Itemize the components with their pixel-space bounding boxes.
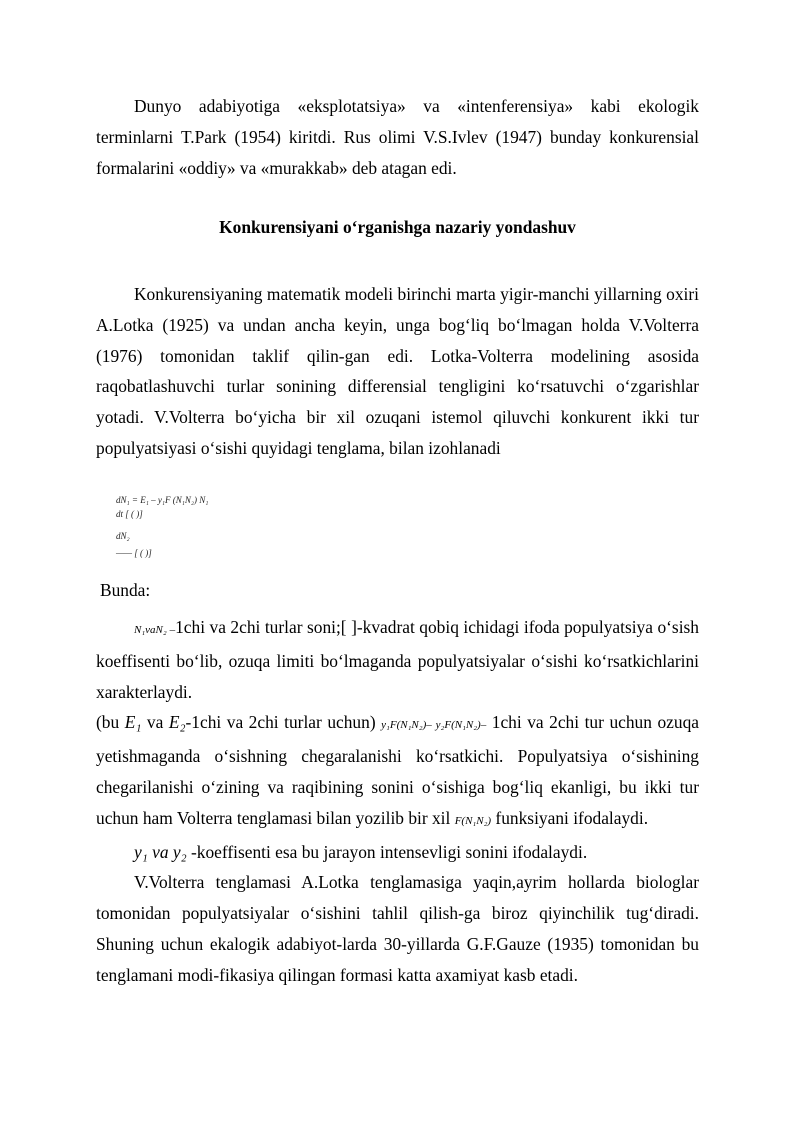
yf-math: y₁F(N₁N₂)– y₂F(N₁N₂)– bbox=[381, 719, 487, 732]
formula-line-4: —— [ ( )] bbox=[116, 548, 152, 558]
gauze-paragraph: V.Volterra tenglamasi A.Lotka tenglamasiga yaqin,ayrim hollarda biologlar tomonidan populyatsiyalar o‘sishini tahlil qilish-ga biroz qiyinchilik tug‘diradi. Shuning uchun ekalogik adabiyot-larda 30-yillarda G.F.Gauze (1935) tomonidan bu tenglamani modi-fikasiya qilingan formasi katta axamiyat kasb etadi. bbox=[96, 872, 699, 985]
species-count-paragraph bbox=[96, 612, 699, 707]
e2-symbol: E₂ bbox=[168, 712, 186, 733]
bunda-label: Bunda: bbox=[100, 580, 151, 600]
f-function-math: F(N₁N₂) bbox=[454, 814, 492, 827]
coefficient-paragraph bbox=[96, 837, 699, 868]
n-variables-math: N₁vaN₂ – bbox=[134, 624, 176, 636]
section-heading: Konkurensiyani o‘rganishga nazariy yondashuv bbox=[219, 217, 576, 237]
model-paragraph: Konkurensiyaning matematik modeli birinchi marta yigir-manchi yillarning oxiri A.Lotka (1925) va undan ancha keyin, unga bog‘liq bo‘lmagan holda V.Volterra (1976) tomonidan taklif qilin-gan edi. Lotka-Volterra modelining asosida raqobatlashuvchi turlar sonining differensial tengligini ko‘rsatuvchi o‘zgarishlar yotadi. V.Volterra bo‘yicha bir xil ozuqani istemol qiluvchi konkurent ikki tur populyatsiyasi o‘sishi quyidagi tenglama, bilan izohlanadi bbox=[96, 284, 699, 458]
growth-limit-paragraph bbox=[96, 707, 699, 836]
definitions-block bbox=[96, 612, 699, 991]
formula-line-2: dt [ ( )] bbox=[116, 509, 143, 519]
e1-symbol: E₁ bbox=[124, 712, 142, 733]
intro-paragraph: Dunyo adabiyotiga «eksplotatsiya» va «intenferensiya» kabi ekologik terminlarni T.Park (1954) kiritdi. Rus olimi V.S.Ivlev (1947) bunday konkurensial formalarini «oddiy» va «murakkab» deb atagan edi. bbox=[96, 96, 699, 178]
formula-line-3: dN₂ bbox=[116, 531, 130, 541]
function-text: funksiyani ifodalaydi. bbox=[491, 807, 649, 828]
coefficient-text: -koeffisenti esa bu jarayon intensevligi sonini ifodalaydi. bbox=[186, 841, 588, 862]
species-count-text: 1chi va 2chi turlar soni;[ ]-kvadrat qobiq ichidagi ifoda populyatsiya o‘sish koeffisenti bo‘lib, ozuqa limiti bo‘lmaganda populyatsiyalar o‘sishi ko‘rsatkichlarini xarakterlaydi. bbox=[96, 617, 699, 702]
y-coefficients-math: y₁ va y₂ bbox=[134, 841, 187, 862]
growth-limit-text: 1chi va 2chi tur uchun ozuqa yetishmaganda o‘sishning chegaralanishi ko‘rsatkichi. Populyatsiya o‘sishining chegarilanishi o‘zining va raqibining sonini o‘sishiga bog‘liq ekanligi, bu ikki tur uchun ham Volterra tenglamasi bilan yozilib bir xil bbox=[96, 712, 699, 828]
e-open-text: (bu bbox=[96, 712, 125, 733]
e-text: -1chi va 2chi turlar uchun) bbox=[185, 712, 376, 733]
va-text: va bbox=[141, 712, 169, 733]
formula-line-1: dN₁ = E₁ – y₁F (N₁N₂) N₁ bbox=[116, 495, 209, 505]
